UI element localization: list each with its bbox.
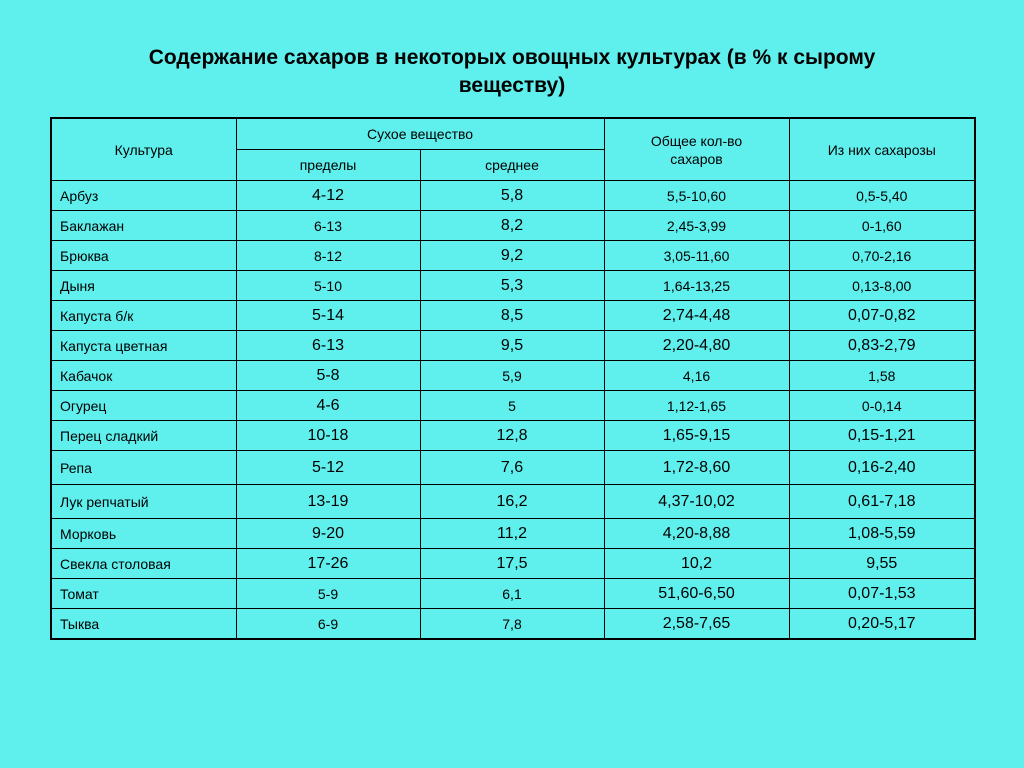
cell-sucrose: 0,15-1,21 <box>789 421 975 451</box>
cell-total: 10,2 <box>604 549 789 579</box>
cell-sucrose: 0-1,60 <box>789 211 975 241</box>
cell-total: 1,64-13,25 <box>604 271 789 301</box>
cell-total: 1,12-1,65 <box>604 391 789 421</box>
cell-culture: Свекла столовая <box>51 549 236 579</box>
table-row <box>51 211 975 241</box>
cell-average: 17,5 <box>420 549 604 579</box>
cell-sucrose: 1,08-5,59 <box>789 519 975 549</box>
cell-limits: 5-9 <box>236 579 420 609</box>
table-row <box>51 271 975 301</box>
cell-limits: 10-18 <box>236 421 420 451</box>
cell-limits: 4-12 <box>236 181 420 211</box>
cell-total: 2,74-4,48 <box>604 301 789 331</box>
page-title <box>0 44 1024 100</box>
table-row <box>51 421 975 451</box>
cell-limits: 5-14 <box>236 301 420 331</box>
cell-sucrose: 1,58 <box>789 361 975 391</box>
cell-culture: Дыня <box>51 271 236 301</box>
table-row <box>51 451 975 485</box>
cell-sucrose: 0,5-5,40 <box>789 181 975 211</box>
sugar-table <box>50 117 976 640</box>
cell-total: 3,05-11,60 <box>604 241 789 271</box>
cell-average: 5,8 <box>420 181 604 211</box>
table-row <box>51 181 975 211</box>
header-sucrose: Из них сахарозы <box>789 118 975 181</box>
title-line-1: Содержание сахаров в некоторых овощных культурах (в % к сырому <box>148 46 876 69</box>
cell-sucrose: 0,07-1,53 <box>789 579 975 609</box>
header-culture: Культура <box>51 118 236 181</box>
cell-culture: Лук репчатый <box>51 485 236 519</box>
cell-average: 11,2 <box>420 519 604 549</box>
cell-culture: Морковь <box>51 519 236 549</box>
cell-average: 7,8 <box>420 609 604 640</box>
cell-limits: 5-8 <box>236 361 420 391</box>
cell-culture: Перец сладкий <box>51 421 236 451</box>
table-row <box>51 579 975 609</box>
table-row <box>51 519 975 549</box>
cell-culture: Томат <box>51 579 236 609</box>
cell-sucrose: 0,70-2,16 <box>789 241 975 271</box>
cell-sucrose: 0-0,14 <box>789 391 975 421</box>
title-line-2: веществу) <box>458 74 566 97</box>
cell-culture: Брюква <box>51 241 236 271</box>
cell-average: 6,1 <box>420 579 604 609</box>
cell-total: 2,20-4,80 <box>604 331 789 361</box>
table-row <box>51 361 975 391</box>
cell-culture: Тыква <box>51 609 236 640</box>
cell-total: 1,72-8,60 <box>604 451 789 485</box>
cell-total: 2,45-3,99 <box>604 211 789 241</box>
cell-limits: 5-12 <box>236 451 420 485</box>
cell-culture: Репа <box>51 451 236 485</box>
cell-sucrose: 0,13-8,00 <box>789 271 975 301</box>
cell-average: 16,2 <box>420 485 604 519</box>
cell-sucrose: 0,61-7,18 <box>789 485 975 519</box>
cell-total: 1,65-9,15 <box>604 421 789 451</box>
cell-culture: Кабачок <box>51 361 236 391</box>
header-average: среднее <box>420 150 604 181</box>
cell-culture: Капуста б/к <box>51 301 236 331</box>
cell-culture: Баклажан <box>51 211 236 241</box>
cell-total: 4,20-8,88 <box>604 519 789 549</box>
cell-sucrose: 0,83-2,79 <box>789 331 975 361</box>
cell-average: 5 <box>420 391 604 421</box>
cell-average: 9,2 <box>420 241 604 271</box>
cell-average: 5,9 <box>420 361 604 391</box>
table-row <box>51 391 975 421</box>
cell-culture: Арбуз <box>51 181 236 211</box>
cell-total: 51,60-6,50 <box>604 579 789 609</box>
cell-limits: 4-6 <box>236 391 420 421</box>
header-limits: пределы <box>236 150 420 181</box>
cell-total: 2,58-7,65 <box>604 609 789 640</box>
cell-sucrose: 0,16-2,40 <box>789 451 975 485</box>
cell-sucrose: 9,55 <box>789 549 975 579</box>
cell-total: 4,37-10,02 <box>604 485 789 519</box>
table-row <box>51 609 975 640</box>
cell-limits: 5-10 <box>236 271 420 301</box>
table-row <box>51 241 975 271</box>
table-row <box>51 485 975 519</box>
table-body <box>51 181 975 640</box>
cell-limits: 6-13 <box>236 331 420 361</box>
cell-total: 5,5-10,60 <box>604 181 789 211</box>
cell-limits: 6-13 <box>236 211 420 241</box>
cell-culture: Капуста цветная <box>51 331 236 361</box>
cell-average: 7,6 <box>420 451 604 485</box>
cell-limits: 6-9 <box>236 609 420 640</box>
cell-sucrose: 0,20-5,17 <box>789 609 975 640</box>
table-row <box>51 331 975 361</box>
cell-average: 12,8 <box>420 421 604 451</box>
cell-average: 8,2 <box>420 211 604 241</box>
sugar-table-container <box>50 117 974 640</box>
cell-limits: 8-12 <box>236 241 420 271</box>
header-total-sugars: Общее кол-во сахаров <box>604 118 789 181</box>
cell-average: 9,5 <box>420 331 604 361</box>
cell-limits: 9-20 <box>236 519 420 549</box>
cell-average: 5,3 <box>420 271 604 301</box>
cell-sucrose: 0,07-0,82 <box>789 301 975 331</box>
cell-total: 4,16 <box>604 361 789 391</box>
table-row <box>51 549 975 579</box>
cell-average: 8,5 <box>420 301 604 331</box>
header-dry-matter: Сухое вещество <box>236 118 604 150</box>
cell-limits: 13-19 <box>236 485 420 519</box>
cell-limits: 17-26 <box>236 549 420 579</box>
table-row <box>51 301 975 331</box>
cell-culture: Огурец <box>51 391 236 421</box>
